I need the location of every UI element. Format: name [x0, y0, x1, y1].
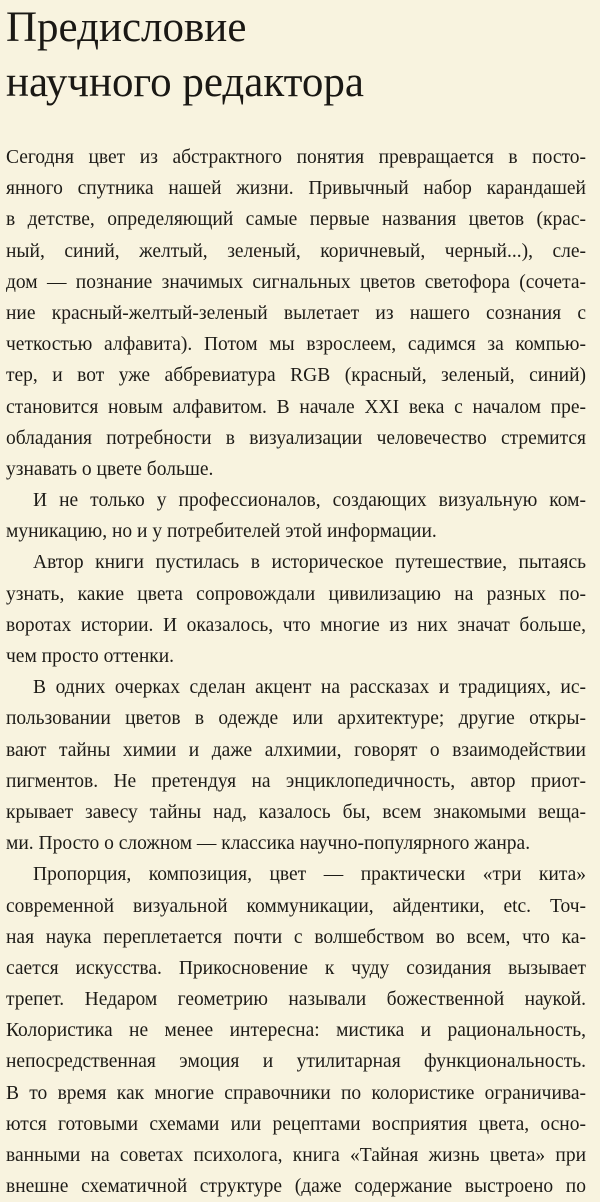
text-line: сается искусства. Прикосновение к чуду созидания вызывает — [6, 957, 586, 979]
text-line: непосредственная эмоция и утилитарная функциональность. — [6, 1051, 586, 1073]
text-line: пользовании цветов в одежде или архитектуре; другие откры- — [6, 708, 586, 730]
text-line: в детстве, определяющий самые первые названия цветов (крас- — [6, 209, 586, 231]
text-line: Автор книги пустилась в историческое путешествие, пытаясь — [33, 552, 586, 574]
title-line-2: научного редактора — [6, 59, 364, 106]
text-line: И не только у профессионалов, создающих визуальную ком- — [33, 490, 586, 512]
text-line: ются готовыми схемами или рецептами восприятия цвета, осно- — [6, 1113, 586, 1135]
text-line: узнать, какие цвета сопровождали цивилизацию на разных по- — [6, 583, 586, 605]
text-line: узнавать о цвете больше. — [6, 458, 214, 480]
text-line: чем просто оттенки. — [6, 646, 175, 667]
text-line: ная наука переплетается почти с волшебством во всем, что ка- — [6, 926, 586, 948]
text-line: ный, синий, желтый, зеленый, коричневый, черный...), сле- — [6, 240, 586, 262]
text-line: В одних очерках сделан акцент на рассказах и традициях, ис- — [33, 677, 586, 699]
text-line: внешне схематичной структуре (даже содержание выстроено по — [6, 1176, 586, 1198]
page-title — [6, 0, 586, 110]
text-line: ние красный-желтый-зеленый вылетает из нашего сознания с — [6, 302, 586, 324]
text-line: Колористика не менее интересна: мистика и рациональность, — [6, 1020, 586, 1042]
text-line: четкостью алфавита). Потом мы взрослеем, садимся за компью- — [6, 334, 586, 356]
text-line: воротах истории. И оказалось, что многие из них значат больше, — [6, 614, 586, 636]
text-line: В то время как многие справочники по колористике ограничива- — [6, 1082, 586, 1104]
text-line: дом — познание значимых сигнальных цветов светофора (сочета- — [6, 271, 586, 293]
text-line: становится новым алфавитом. В начале XXI века с началом пре- — [6, 396, 586, 418]
text-line: янного спутника нашей жизни. Привычный набор карандашей — [6, 178, 586, 200]
text-line: Пропорция, композиция, цвет — практически «три кита» — [33, 864, 586, 886]
text-line: крывает завесу тайны над, казалось бы, всем знакомыми веща- — [6, 801, 586, 823]
text-line: Сегодня цвет из абстрактного понятия превращается в посто- — [6, 147, 586, 168]
text-line: вают тайны химии и даже алхимии, говорят о взаимодействии — [6, 739, 586, 761]
text-line: ми. Просто о сложном — классика научно-популярного жанра. — [6, 833, 531, 855]
text-line: муникацию, но и у потребителей этой информации. — [6, 521, 437, 543]
text-line: ванными на советах психолога, книга «Тайная жизнь цвета» при — [6, 1145, 586, 1166]
text-line: обладания потребности в визуализации человечество стремится — [6, 427, 586, 449]
text-line: трепет. Недаром геометрию называли божественной наукой. — [6, 989, 586, 1011]
text-line: пигментов. Не претендуя на энциклопедичность, автор приот- — [6, 770, 586, 792]
text-line: современной визуальной коммуникации, айдентики, etc. Точ- — [6, 895, 586, 917]
body-text — [6, 142, 586, 1202]
text-line: тер, и вот уже аббревиатура RGB (красный, зеленый, синий) — [6, 365, 586, 387]
title-line-1: Предисловие — [6, 4, 247, 51]
